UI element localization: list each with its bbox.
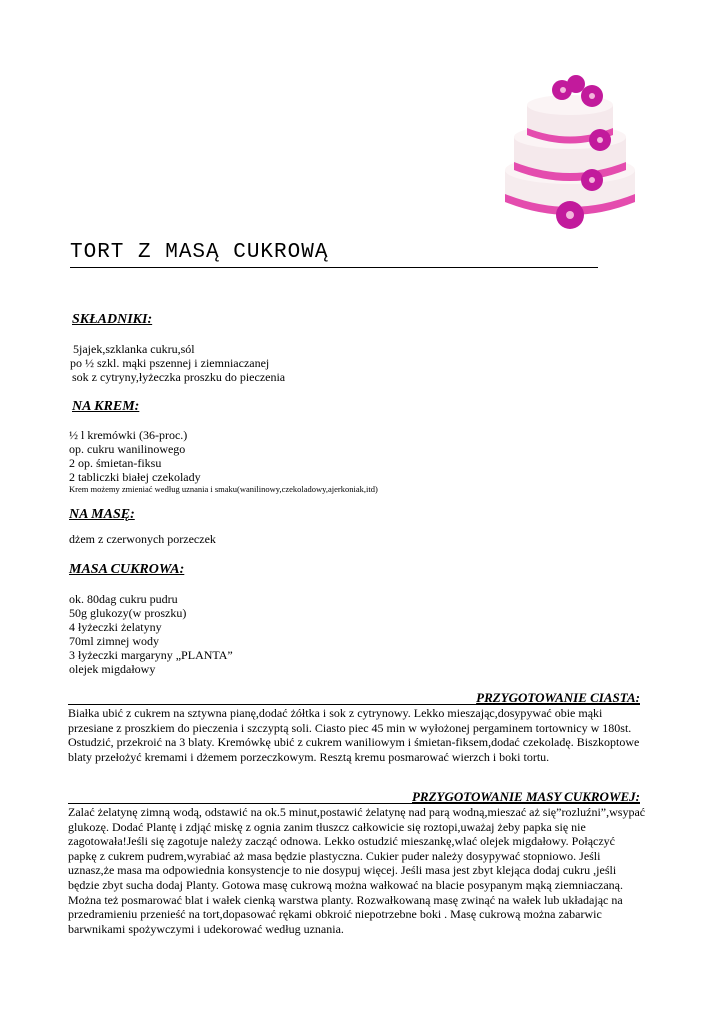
paragraph-line: blaty przełożyć kremami i dżemem porzeczkowym. Resztą kremu posmarować wierzch i boki tortu. [68, 749, 550, 764]
paragraph-line: Ostudzić, przekroić na 3 blaty. Kremówkę ubić z cukrem waniliowym i śmietan-fiksem,dodać czekoladę. Biszkoptowe [68, 735, 640, 750]
paragraph-line: Można też posmarować blat i wałek cienką warstwa planty. Rozwałkowaną masę zwinąć na wałek lub układając na [68, 892, 623, 907]
fondant-heading: MASA CUKROWA: [69, 562, 185, 577]
cream-line: ½ l kremówki (36-proc.) [69, 428, 188, 442]
paragraph-line: będzie zbyt sucha dodaj Planty. Gotowa masę cukrową można wałkować na blacie posypanym mąką ziemniaczaną. [68, 877, 624, 892]
fondant-prep-heading: PRZYGOTOWANIE MASY CUKROWEJ: [411, 789, 640, 804]
dough-prep-text [68, 706, 658, 764]
ingredients-heading: SKŁADNIKI: [72, 312, 153, 327]
cream-line: 2 tabliczki białej czekolady [69, 470, 201, 484]
page-title: TORT Z MASĄ CUKROWĄ [70, 240, 598, 268]
fondant-list [69, 592, 233, 676]
paragraph-line: Zalać żelatynę zimną wodą, odstawić na ok.5 minut,postawić żelatynę nad parą wodną,mieszać aż się”rozluźni”,wsypać [68, 805, 646, 819]
cream-note: Krem możemy zmieniać według uznania i smaku(wanilinowy,czekoladowy,ajerkoniak,itd) [69, 484, 378, 494]
fondant-line: 3 łyżeczki margaryny „PLANTA” [69, 648, 233, 662]
paragraph-line: przesiane z proszkiem do pieczenia i szczyptą soli. Ciasto piec 45 min w wyłożonej pergaminem tortownicy w 180st. [68, 720, 632, 735]
cream-line: op. cukru wanilinowego [69, 442, 186, 456]
ingredient-line: po ½ szkl. mąki pszennej i ziemniaczanej [70, 356, 270, 370]
paragraph-line: barwnikami spożywczymi i udekorować według uznania. [68, 921, 344, 936]
paragraph-line: glukozę. Dodać Plantę i zdjąć miskę z ognia zanim tłuszcz całkowicie się roztopi,uważaj żeby papka się nie [68, 819, 586, 834]
paragraph-line: uznasz,że masa ma odpowiednia konsystencje to nie dosypuj więcej. Jeśli masa jest zbyt klejąca dodaj cukru ,jeśli [68, 863, 617, 878]
cream-heading: NA KREM: [72, 399, 140, 414]
filling-heading: NA MASĘ: [69, 507, 135, 522]
fondant-line: ok. 80dag cukru pudru [69, 592, 178, 606]
cream-line: 2 op. śmietan-fiksu [69, 456, 162, 470]
paragraph-line: zagotowała!Jeśli się zagotuje należy zacząć odnowa. Lekko ostudzić mieszankę,wlać olejek migdałowy. Połączyć [68, 834, 615, 849]
fondant-prep-text [68, 805, 658, 936]
paragraph-line: przedramieniu przenieść na tort,dopasować rękami obkroić niepotrzebne boki . Masę cukrową można zabarwic [68, 907, 602, 922]
filling-list [69, 532, 216, 546]
fondant-line: 4 łyżeczki żelatyny [69, 620, 162, 634]
fondant-line: 70ml zimnej wody [69, 634, 159, 648]
ingredient-line: 5jajek,szklanka cukru,sól [73, 342, 195, 356]
filling-line: dżem z czerwonych porzeczek [69, 532, 216, 546]
paragraph-line: Białka ubić z cukrem na sztywna pianę,dodać żółtka i sok z cytrynowy. Lekko mieszając,dosypywać obie mąki [68, 706, 603, 720]
dough-prep-heading: PRZYGOTOWANIE CIASTA: [476, 690, 640, 705]
dough-prep-divider [68, 704, 640, 705]
cake-image [500, 70, 640, 240]
ingredients-list [70, 342, 285, 384]
fondant-prep-divider [68, 803, 640, 804]
cream-list [69, 428, 201, 484]
paragraph-line: papkę z cukrem pudrem,wyrabiać aż masa będzie plastyczna. Cukier puder należy dosypywać stopniowo. Jeśli [68, 848, 601, 863]
fondant-line: 50g glukozy(w proszku) [69, 606, 187, 620]
ingredient-line: sok z cytryny,łyżeczka proszku do pieczenia [72, 370, 286, 384]
fondant-line: olejek migdałowy [69, 662, 156, 676]
